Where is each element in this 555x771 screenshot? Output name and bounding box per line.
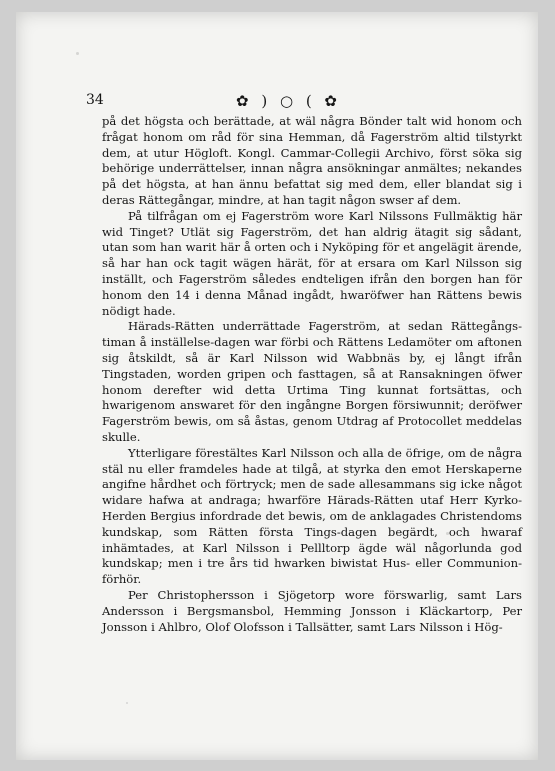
paragraph-2: På tilfrågan om ej Fagerström wore Karl Nilssons Fullmäktig här wid Tinget? Utlät sig Fagerström, det han aldrig ätagit sig sådant, utan som han warit här å orten och i Nyköping för et angelägit ärende, så har han ock tagit wägen härät, för at ersara om Karl Nilsson sig inställt, och Fagerström således endteligen ifrån den borgen han för honom den 14 i denna Månad ingådt, hwaröfwer han Rättens bewis nödigt hade. <box>102 208 522 318</box>
body-text <box>102 114 522 635</box>
paragraph-4: Ytterligare förestältes Karl Nilsson och alla de öfrige, om de några stäl nu eller framdeles hade at tilgå, at styrka den emot Herskaperne angifne hårdhet och förtryck; men de sade allesammans sig icke något widare hafwa at andraga; hwarföre Härads-Rätten utaf Herr Kyrko-Herden Bergius infordrade det bewis, om de anklagades Christendoms kundskap, som Rätten första Tings-dagen begärdt, och hwaraf inhämtades, at Karl Nilsson i Pellltorp ägde wäl någorlunda god kundskap; men i tre års tid hwarken biwistat Hus- eller Communion-förhör. <box>102 445 522 587</box>
page-number: 34 <box>86 92 104 108</box>
paragraph-5: Per Christophersson i Sjögetorp wore förswarlig, samt Lars Andersson i Bergsmansbol, Hemming Jonsson i Kläckartorp, Per Jonsson i Ahlbro, Olof Olofsson i Tallsätter, samt Lars Nilsson i Hög- <box>102 587 522 634</box>
paragraph-1: på det högsta och berättade, at wäl några Bönder talt wid honom och frågat honom om råd för sina Hemman, då Fagerström altid tilstyrkt dem, at utur Högloft. Kongl. Cammar-Collegii Archivo, först söka sig behörige underrättelser, innan några ansökningar anmältes; nekandes på det högsta, at han ännu befattat sig med dem, eller blandat sig i deras Rättegångar, mindre, at han tagit någon swser af dem. <box>102 114 522 207</box>
document-page <box>16 12 538 760</box>
header-ornament: ✿ ) ○ ( ✿ <box>236 92 342 110</box>
page-header <box>86 92 506 114</box>
paragraph-3: Härads-Rätten underrättade Fagerström, at sedan Rättegångs-timan å inställelse-dagen war förbi och Rättens Ledamöter om aftonen sig åtskildt, så är Karl Nilsson wid Wabbnäs by, ej långt ifrån Tingstaden, worden gripen och fasttagen, så at Ransakningen öfwer honom derefter wid detta Urtima Ting kunnat fortsättas, och hwarigenom answaret för den ingångne Borgen försiwunnit; deröfwer Fagerström bewis, om så åstas, genom Utdrag af Protocollet meddelas skulle. <box>102 319 522 444</box>
